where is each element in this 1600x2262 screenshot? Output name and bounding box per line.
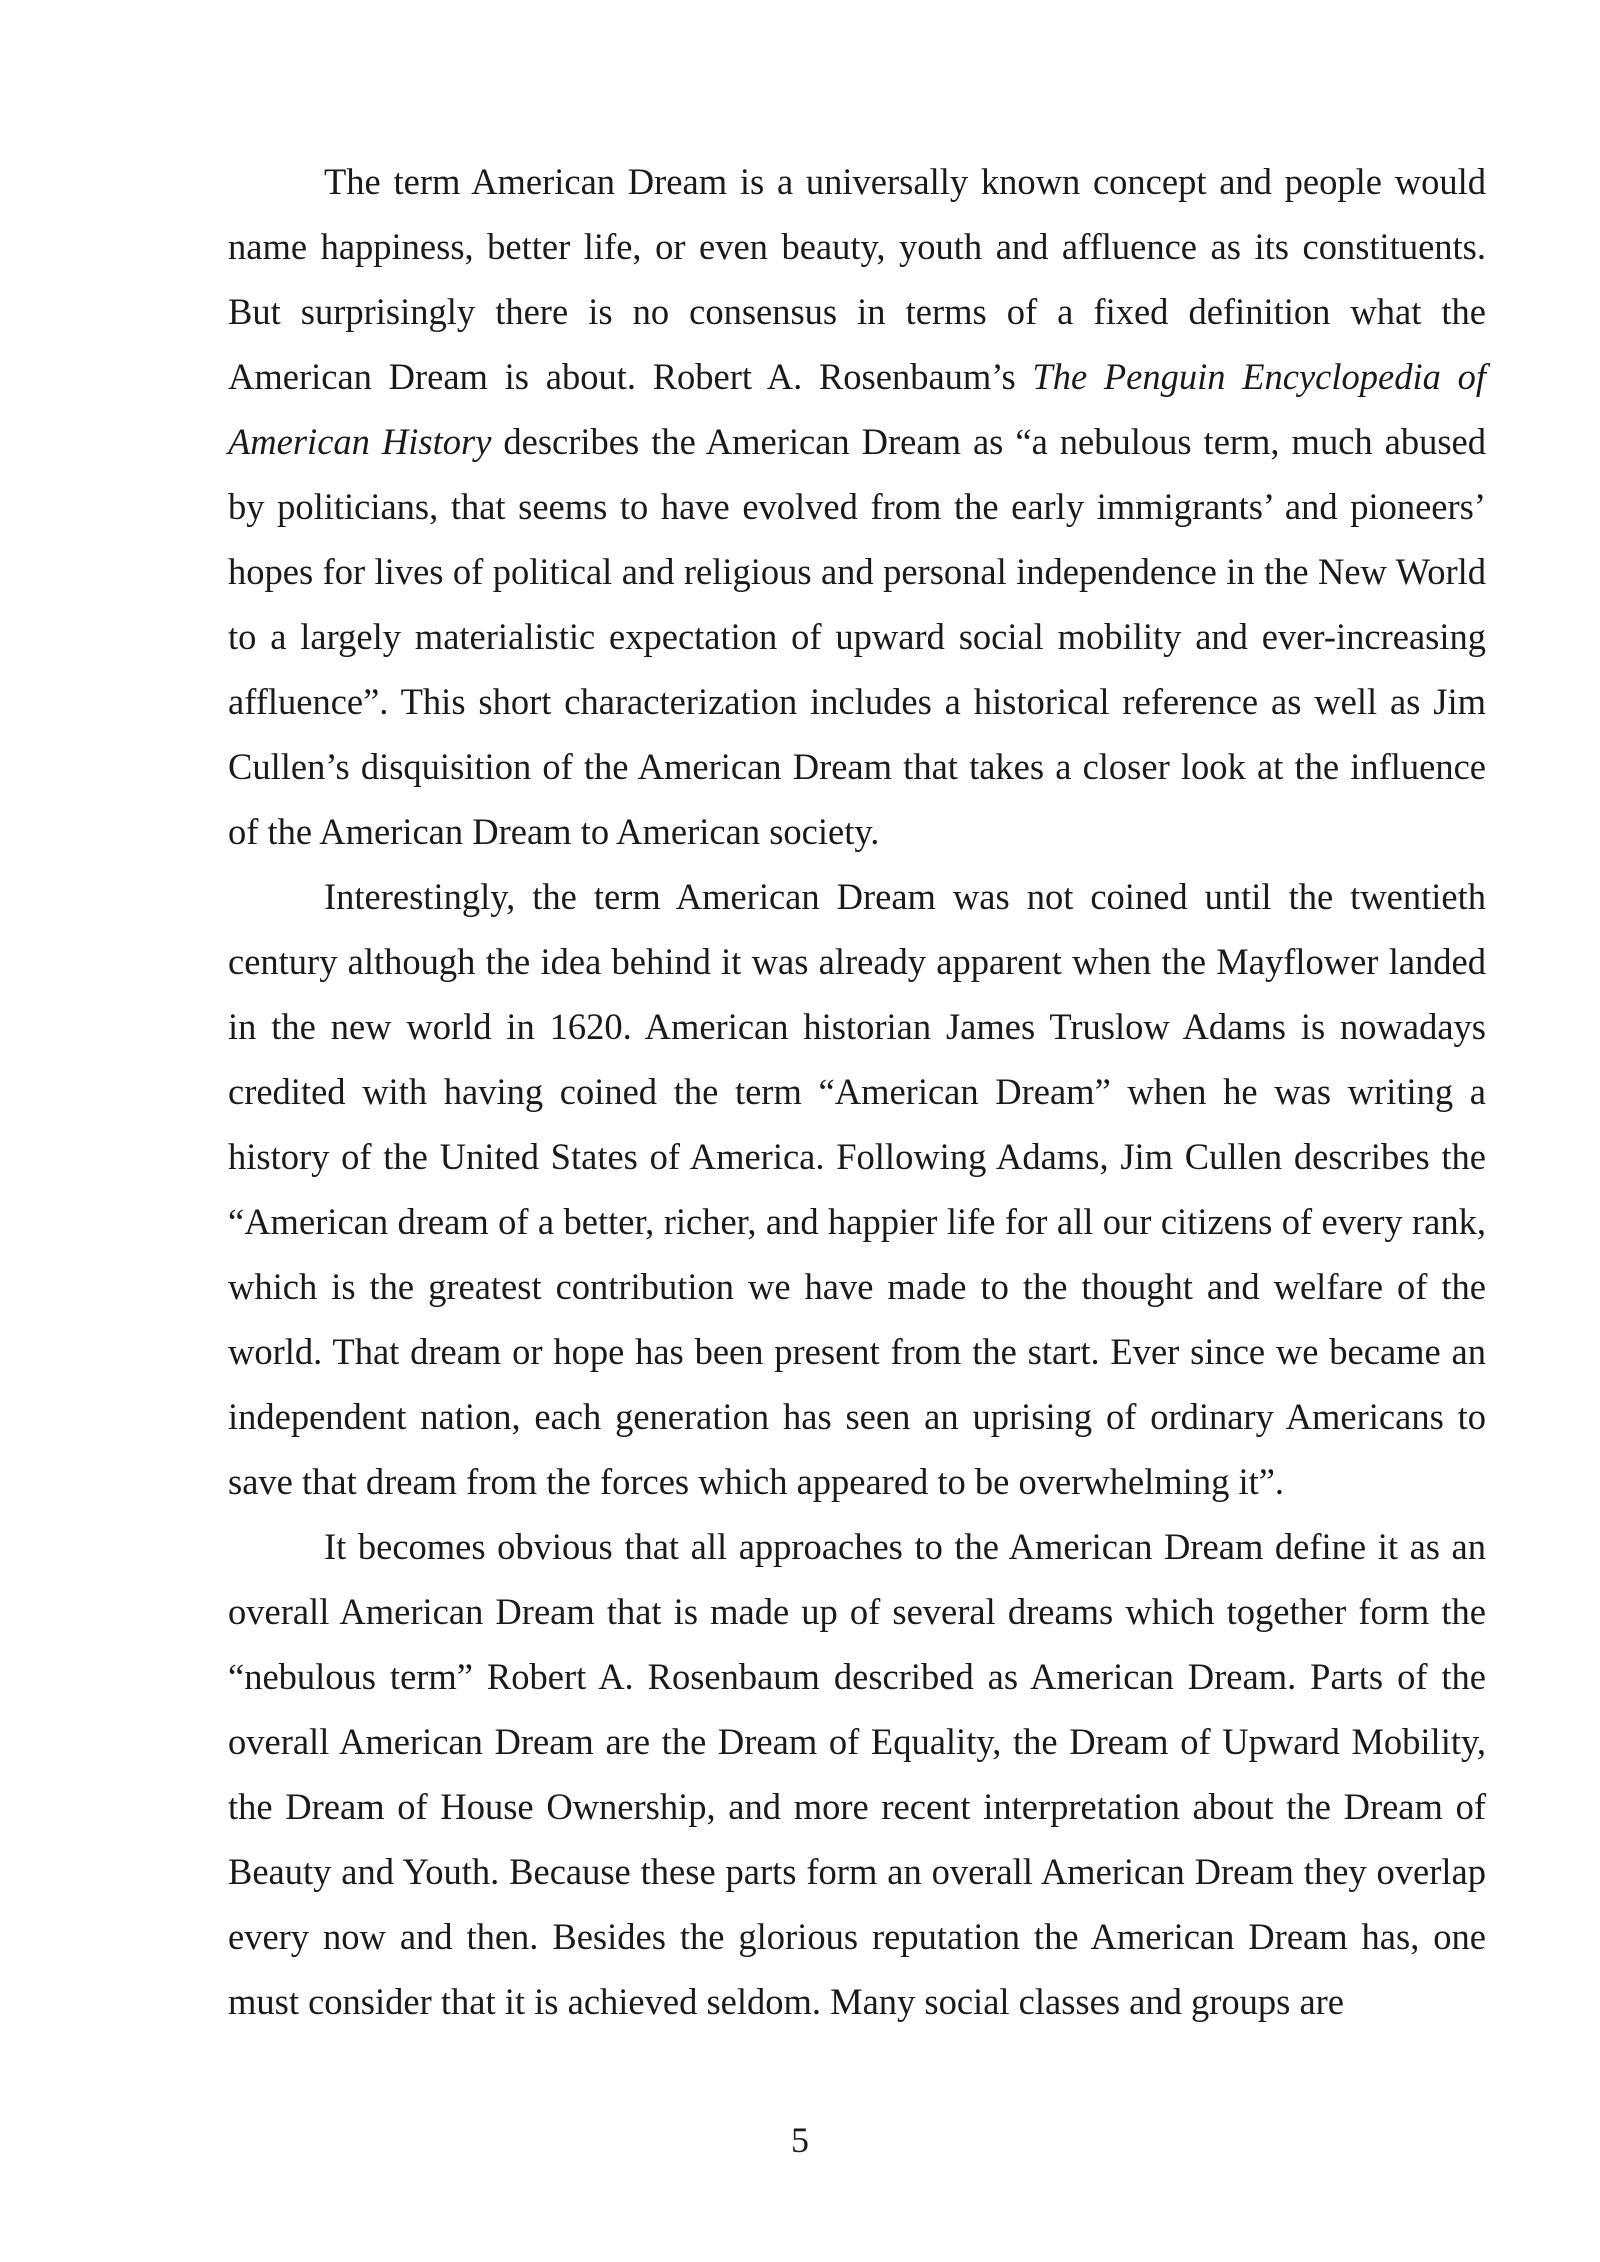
paragraph-2: [228, 864, 1486, 1514]
paragraph-3: [228, 1514, 1486, 2034]
paragraph-2-text: Interestingly, the term American Dream was not coined until the twentieth century although the idea behind it was already apparent when the Mayflower landed in the new world in 1620. American historian James Truslow Adams is nowadays credited with having coined the term “American Dream” when he was writing a history of the United States of America. Following Adams, Jim Cullen describes the “American dream of a better, richer, and happier life for all our citizens of every rank, which is the greatest contribution we have made to the thought and welfare of the world. That dream or hope has been present from the start. Ever since we became an independent nation, each generation has seen an uprising of ordinary Americans to save that dream from the forces which appeared to be overwhelming it”.: [228, 876, 1486, 1502]
paragraph-1-text: The term American Dream is a universally known concept and people would name happiness, better life, or even beauty, youth and affluence as its constituents. But surprisingly there is no consensus in terms of a fixed definition what the American Dream is about. Robert A. Rosenbaum’s: [228, 161, 1486, 397]
paragraph-1: [228, 149, 1486, 864]
page-number: 5: [791, 2120, 809, 2160]
book-title-italic: The Penguin Encyclopedia of American History: [228, 356, 1486, 462]
paragraph-3-text: It becomes obvious that all approaches to the American Dream define it as an overall American Dream that is made up of several dreams which together form the “nebulous term” Robert A. Rosenbaum described as American Dream. Parts of the overall American Dream are the Dream of Equality, the Dream of Upward Mobility, the Dream of House Ownership, and more recent interpretation about the Dream of Beauty and Youth. Because these parts form an overall American Dream they overlap every now and then. Besides the glorious reputation the American Dream has, one must consider that it is achieved seldom. Many social classes and groups are: [228, 1526, 1486, 2022]
paragraph-1-text-continued: describes the American Dream as “a nebulous term, much abused by politicians, that seems to have evolved from the early immigrants’ and pioneers’ hopes for lives of political and religious and personal independence in the New World to a largely materialistic expectation of upward social mobility and ever-increasing affluence”. This short characterization includes a historical reference as well as Jim Cullen’s disquisition of the American Dream that takes a closer look at the influence of the American Dream to American society.: [228, 421, 1486, 852]
body-text: [228, 149, 1486, 2034]
